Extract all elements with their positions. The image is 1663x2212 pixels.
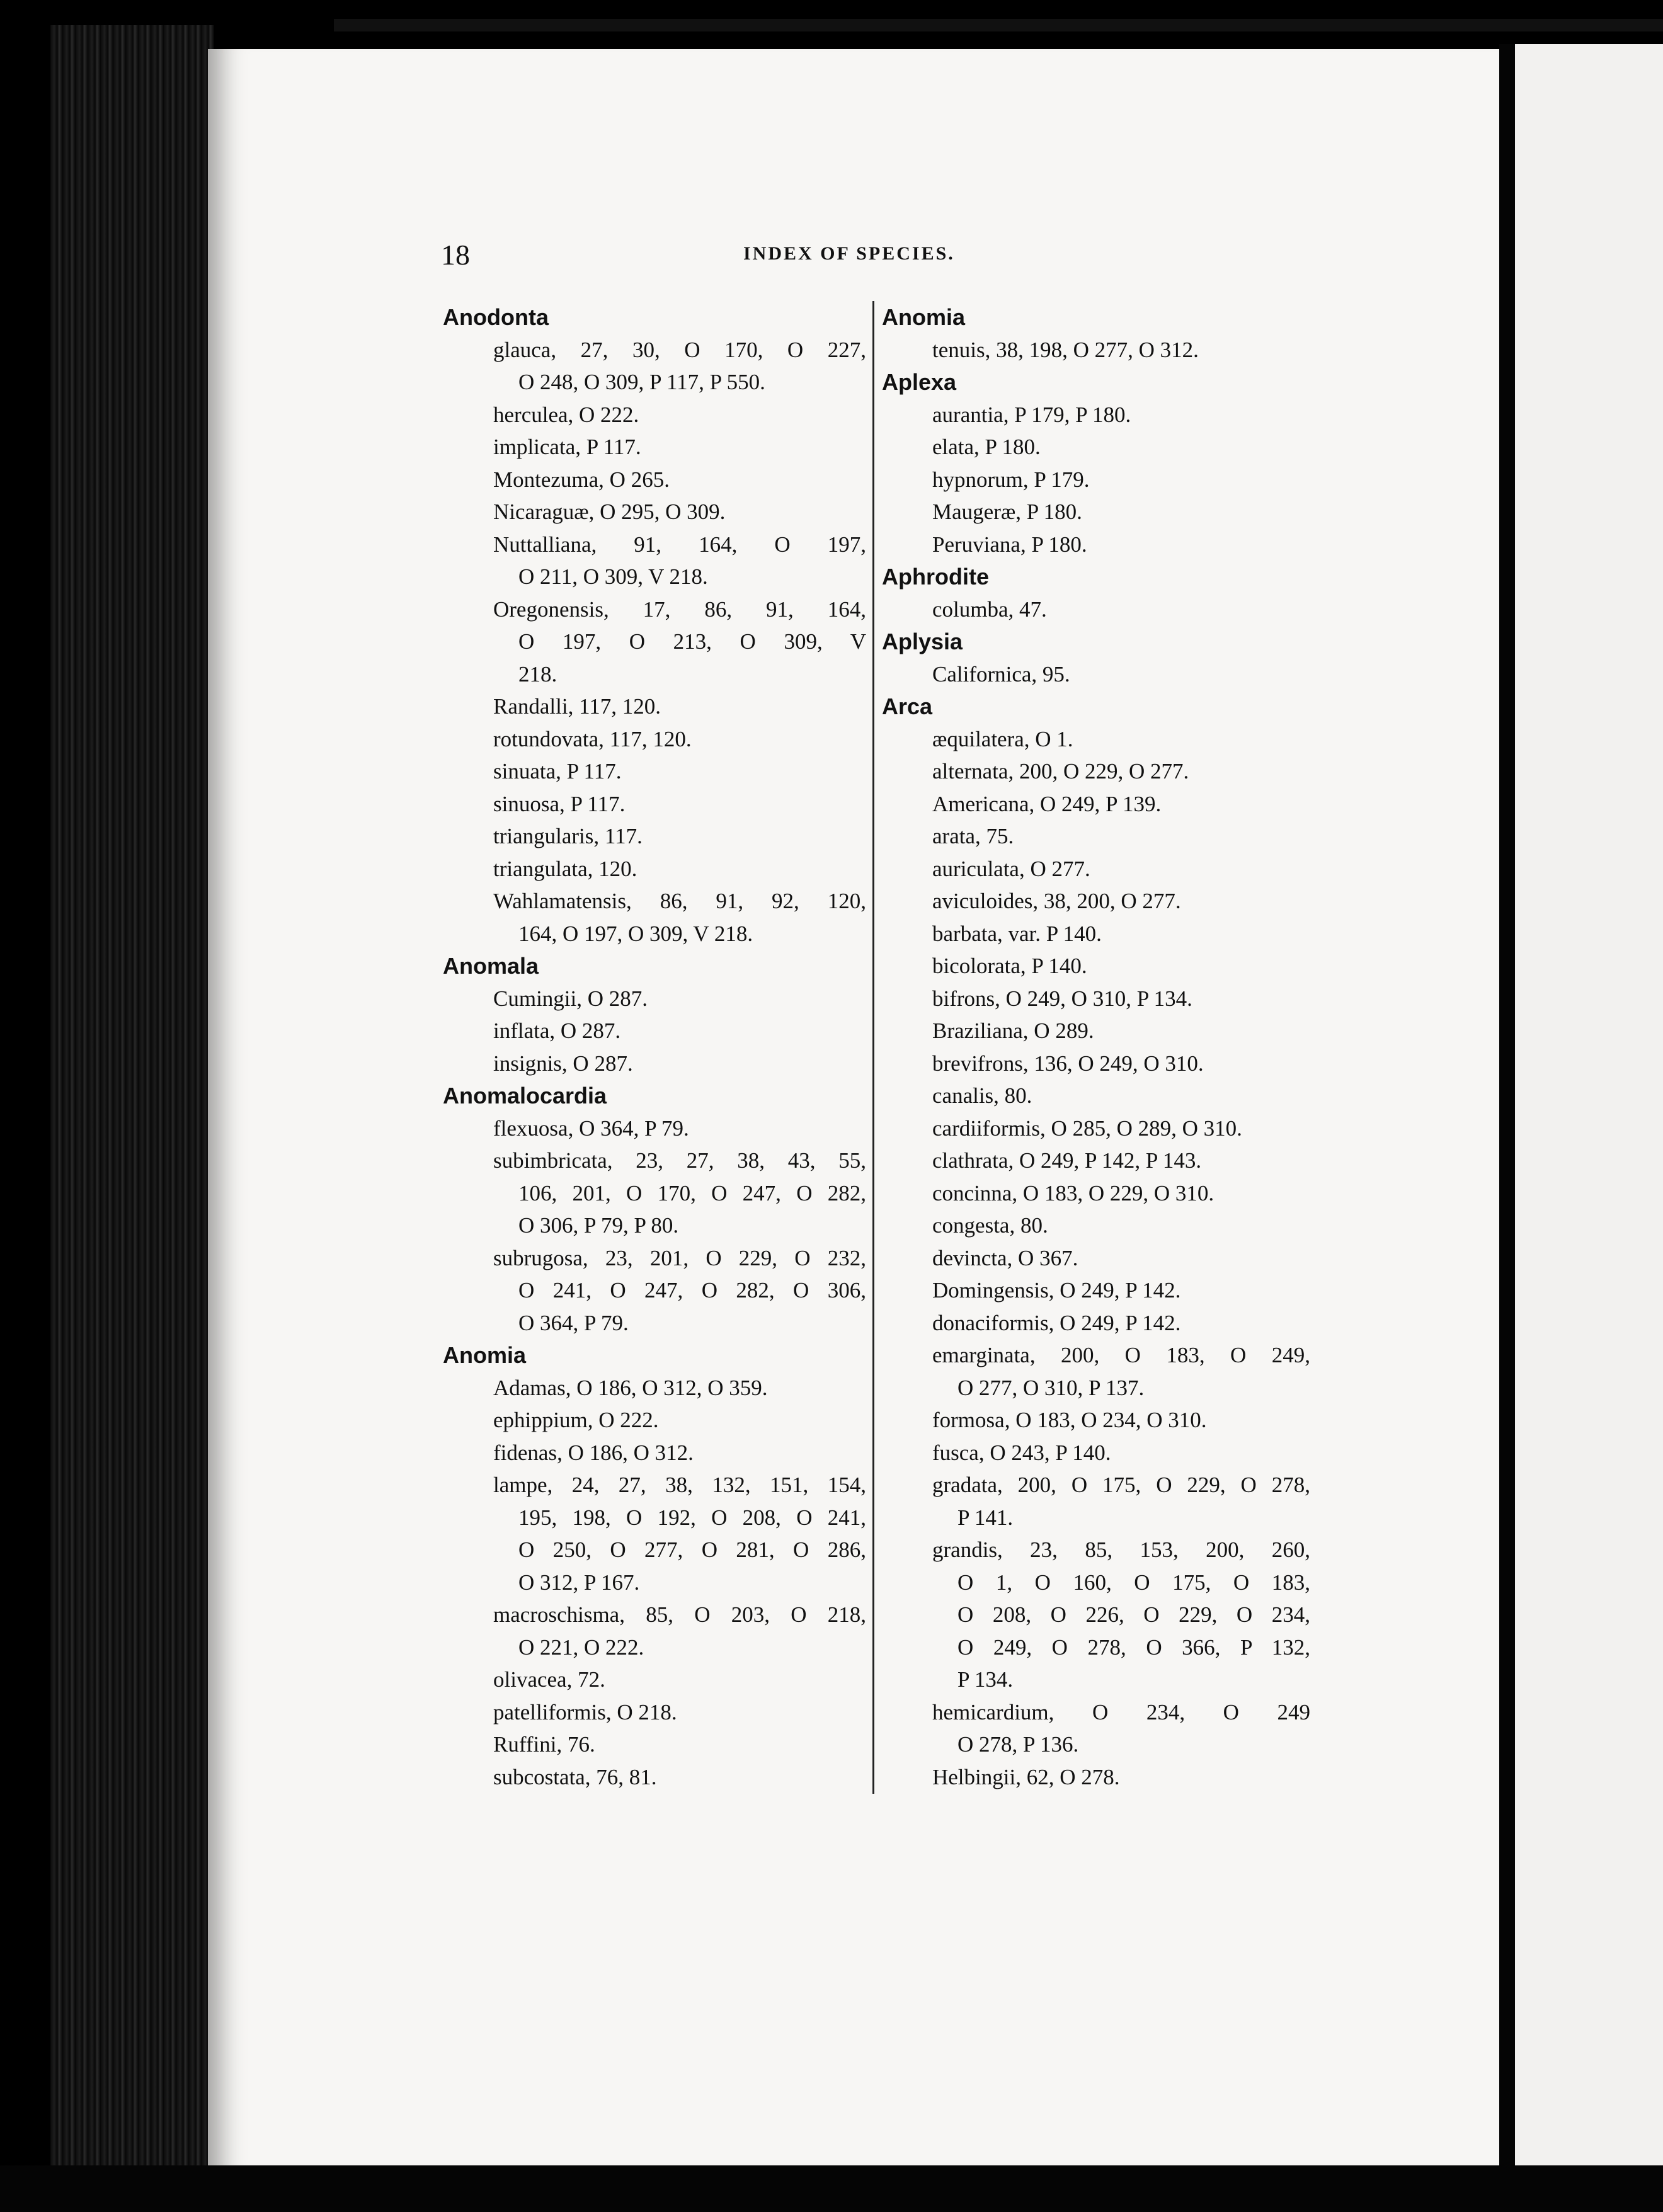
species-entry: fusca, O 243, P 140. bbox=[932, 1440, 1111, 1465]
species-entry: clathrata, O 249, P 142, P 143. bbox=[932, 1148, 1202, 1173]
species-entry: ephippium, O 222. bbox=[493, 1408, 659, 1432]
species-entry: Braziliana, O 289. bbox=[932, 1018, 1094, 1043]
genus-heading: Anomia bbox=[443, 1342, 527, 1368]
species-entry: Oregonensis, 17, 86, 91, 164, bbox=[493, 596, 866, 622]
species-entry: elata, P 180. bbox=[932, 435, 1041, 459]
species-entry: aviculoides, 38, 200, O 277. bbox=[932, 889, 1181, 913]
species-entry: Domingensis, O 249, P 142. bbox=[932, 1278, 1181, 1303]
species-entry: patelliformis, O 218. bbox=[493, 1699, 677, 1725]
index-column-right bbox=[882, 301, 1310, 1793]
species-entry: Maugeræ, P 180. bbox=[932, 499, 1082, 524]
species-entry: glauca, 27, 30, O 170, O 227, bbox=[493, 337, 866, 362]
book-spine-edge bbox=[50, 25, 214, 2167]
species-entry: donaciformis, O 249, P 142. bbox=[932, 1310, 1181, 1335]
species-entry: columba, 47. bbox=[932, 596, 1047, 622]
entry-continuation: O 306, P 79, P 80. bbox=[518, 1213, 679, 1238]
entry-continuation: 164, O 197, O 309, V 218. bbox=[518, 921, 753, 946]
species-entry: auriculata, O 277. bbox=[932, 856, 1090, 881]
page-header bbox=[441, 238, 1323, 276]
genus-heading: Anomalocardia bbox=[443, 1083, 607, 1109]
page-gutter bbox=[1499, 44, 1515, 2173]
species-entry: congesta, 80. bbox=[932, 1213, 1048, 1238]
index-column-left bbox=[443, 301, 866, 1793]
scan-bottom-border bbox=[0, 2165, 1663, 2212]
column-divider bbox=[872, 301, 874, 1794]
species-entry: sinuata, P 117. bbox=[493, 759, 622, 784]
species-entry: Adamas, O 186, O 312, O 359. bbox=[493, 1375, 768, 1400]
species-entry: triangularis, 117. bbox=[493, 824, 643, 848]
species-entry: arata, 75. bbox=[932, 824, 1014, 848]
genus-heading: Anomia bbox=[882, 304, 966, 330]
species-entry: aurantia, P 179, P 180. bbox=[932, 402, 1131, 427]
species-entry: sinuosa, P 117. bbox=[493, 791, 626, 816]
species-entry: Nuttalliana, 91, 164, O 197, bbox=[493, 532, 866, 557]
genus-heading: Aplysia bbox=[882, 629, 963, 654]
species-entry: fidenas, O 186, O 312. bbox=[493, 1440, 694, 1465]
species-entry: emarginata, 200, O 183, O 249, bbox=[932, 1343, 1310, 1367]
entry-continuation: O 250, O 277, O 281, O 286, bbox=[518, 1537, 866, 1562]
entry-continuation: P 134. bbox=[957, 1667, 1014, 1692]
species-entry: Americana, O 249, P 139. bbox=[932, 791, 1162, 816]
species-entry: bicolorata, P 140. bbox=[932, 954, 1087, 978]
entry-continuation: O 312, P 167. bbox=[518, 1570, 640, 1595]
species-entry: olivacea, 72. bbox=[493, 1667, 605, 1692]
entry-continuation: O 211, O 309, V 218. bbox=[518, 564, 708, 589]
species-entry: devincta, O 367. bbox=[932, 1245, 1078, 1270]
species-entry: barbata, var. P 140. bbox=[932, 921, 1102, 946]
genus-heading: Aplexa bbox=[882, 369, 957, 395]
species-entry: insignis, O 287. bbox=[493, 1051, 633, 1076]
species-entry: formosa, O 183, O 234, O 310. bbox=[932, 1408, 1207, 1432]
facing-page-edge bbox=[1515, 44, 1663, 2167]
species-entry: alternata, 200, O 229, O 277. bbox=[932, 759, 1189, 784]
species-entry: gradata, 200, O 175, O 229, O 278, bbox=[932, 1473, 1310, 1497]
entry-continuation: O 277, O 310, P 137. bbox=[957, 1375, 1145, 1400]
species-entry: subimbricata, 23, 27, 38, 43, 55, bbox=[493, 1148, 866, 1173]
species-entry: macroschisma, 85, O 203, O 218, bbox=[493, 1602, 866, 1627]
species-entry: inflata, O 287. bbox=[493, 1018, 621, 1043]
species-entry: æquilatera, O 1. bbox=[932, 726, 1073, 751]
species-entry: cardiiformis, O 285, O 289, O 310. bbox=[932, 1115, 1242, 1141]
entry-continuation: O 241, O 247, O 282, O 306, bbox=[518, 1278, 866, 1303]
species-entry: Nicaraguæ, O 295, O 309. bbox=[493, 499, 726, 524]
species-entry: hypnorum, P 179. bbox=[932, 467, 1090, 492]
species-entry: canalis, 80. bbox=[932, 1083, 1032, 1108]
entry-continuation: O 208, O 226, O 229, O 234, bbox=[957, 1602, 1310, 1627]
species-entry: subcostata, 76, 81. bbox=[493, 1764, 657, 1789]
species-entry: rotundovata, 117, 120. bbox=[493, 726, 692, 751]
entry-continuation: P 141. bbox=[957, 1505, 1014, 1530]
species-entry: Wahlamatensis, 86, 91, 92, 120, bbox=[493, 889, 866, 913]
species-entry: triangulata, 120. bbox=[493, 856, 637, 881]
species-entry: subrugosa, 23, 201, O 229, O 232, bbox=[493, 1245, 866, 1270]
species-entry: Montezuma, O 265. bbox=[493, 467, 670, 492]
entry-continuation: 106, 201, O 170, O 247, O 282, bbox=[518, 1180, 866, 1206]
entry-continuation: O 197, O 213, O 309, V bbox=[518, 629, 866, 654]
genus-heading: Anomala bbox=[443, 953, 539, 979]
species-entry: bifrons, O 249, O 310, P 134. bbox=[932, 986, 1192, 1011]
species-entry: tenuis, 38, 198, O 277, O 312. bbox=[932, 337, 1199, 362]
species-entry: Ruffini, 76. bbox=[493, 1732, 595, 1757]
running-head: INDEX OF SPECIES. bbox=[743, 243, 955, 264]
species-entry: Californica, 95. bbox=[932, 661, 1070, 687]
entry-continuation: O 248, O 309, P 117, P 550. bbox=[518, 370, 765, 394]
genus-heading: Arca bbox=[882, 693, 933, 719]
entry-continuation: O 1, O 160, O 175, O 183, bbox=[957, 1570, 1310, 1595]
species-entry: grandis, 23, 85, 153, 200, 260, bbox=[932, 1537, 1310, 1562]
scan-top-border bbox=[334, 19, 1663, 31]
species-entry: concinna, O 183, O 229, O 310. bbox=[932, 1180, 1214, 1206]
entry-continuation: 218. bbox=[518, 661, 557, 687]
species-entry: flexuosa, O 364, P 79. bbox=[493, 1115, 689, 1141]
genus-heading: Anodonta bbox=[443, 304, 549, 330]
species-entry: Cumingii, O 287. bbox=[493, 986, 648, 1011]
species-entry: hemicardium, O 234, O 249 bbox=[932, 1699, 1310, 1725]
species-entry: brevifrons, 136, O 249, O 310. bbox=[932, 1051, 1204, 1076]
species-entry: lampe, 24, 27, 38, 132, 151, 154, bbox=[493, 1473, 866, 1497]
entry-continuation: O 221, O 222. bbox=[518, 1634, 644, 1660]
species-entry: implicata, P 117. bbox=[493, 435, 641, 459]
species-entry: Helbingii, 62, O 278. bbox=[932, 1764, 1120, 1789]
entry-continuation: O 278, P 136. bbox=[957, 1732, 1079, 1757]
species-entry: Randalli, 117, 120. bbox=[493, 694, 661, 719]
entry-continuation: 195, 198, O 192, O 208, O 241, bbox=[518, 1505, 866, 1530]
species-entry: herculea, O 222. bbox=[493, 402, 639, 427]
entry-continuation: O 364, P 79. bbox=[518, 1310, 629, 1335]
page-number: 18 bbox=[441, 239, 470, 271]
genus-heading: Aphrodite bbox=[882, 564, 989, 590]
species-entry: Peruviana, P 180. bbox=[932, 532, 1087, 557]
entry-continuation: O 249, O 278, O 366, P 132, bbox=[957, 1634, 1310, 1660]
